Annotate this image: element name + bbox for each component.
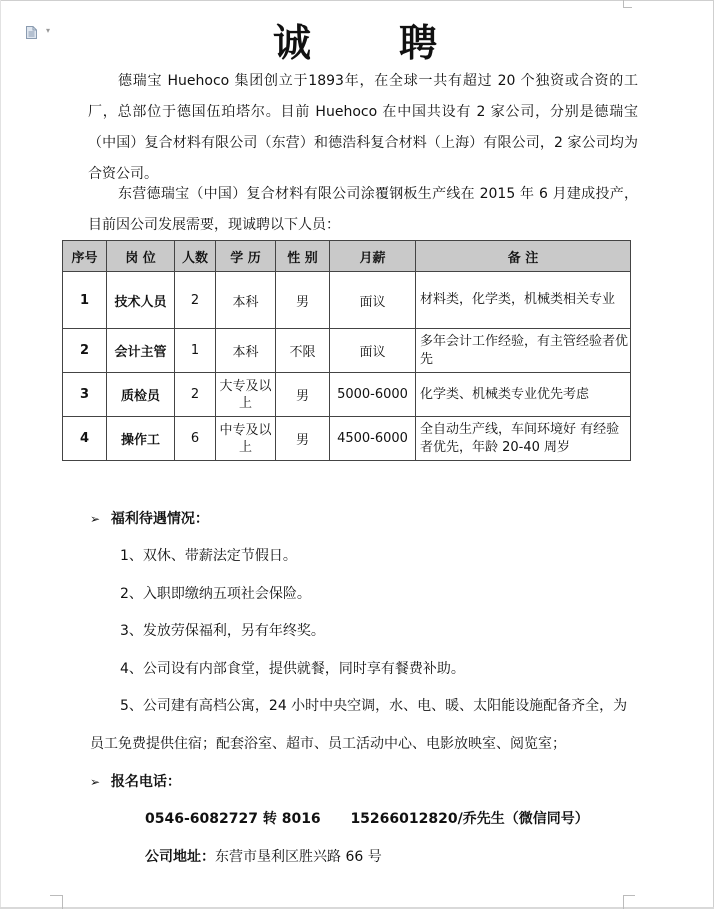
cell-gender: 男 bbox=[276, 417, 330, 461]
contact-phone-line bbox=[145, 808, 589, 828]
address-value: 东营市垦利区胜兴路 66 号 bbox=[215, 849, 382, 865]
cell-gender: 男 bbox=[276, 373, 330, 417]
cell-count: 2 bbox=[175, 272, 216, 329]
cell-gender: 不限 bbox=[276, 329, 330, 373]
address-label: 公司地址： bbox=[145, 849, 215, 865]
table-row bbox=[63, 329, 631, 373]
cell-salary: 面议 bbox=[330, 272, 416, 329]
table-row bbox=[63, 272, 631, 329]
corner-mark bbox=[62, 895, 63, 909]
corner-mark bbox=[623, 0, 624, 7]
cell-position: 会计主管 bbox=[107, 329, 175, 373]
benefits-heading-text: 福利待遇情况： bbox=[110, 511, 209, 527]
intro-paragraph: 德瑞宝 Huehoco 集团创立于1893年，在全球一共有超过 20 个独资或合资的工厂，总部位于德国伍珀塔尔。目前 Huehoco 在中国共设有 2 家公司，分别是德瑞宝（中国）复合材料有限公司（东营）和德浩科复合材料（上海）有限公司，2 家公司均为合资公司。 bbox=[88, 73, 638, 182]
cell-count: 1 bbox=[175, 329, 216, 373]
page-title bbox=[0, 12, 714, 67]
table-row bbox=[63, 373, 631, 417]
cell-position: 操作工 bbox=[107, 417, 175, 461]
title-char: 诚 bbox=[272, 20, 315, 65]
benefit-item: 3、发放劳保福利，另有年终奖。 bbox=[120, 623, 325, 639]
header-cell: 人数 bbox=[175, 241, 216, 272]
cell-salary: 5000-6000 bbox=[330, 373, 416, 417]
header-cell: 月薪 bbox=[330, 241, 416, 272]
cell-education: 本科 bbox=[216, 272, 276, 329]
cell-no: 4 bbox=[63, 417, 107, 461]
cell-gender: 男 bbox=[276, 272, 330, 329]
cell-salary: 面议 bbox=[330, 329, 416, 373]
intro-paragraph-2: 东营德瑞宝（中国）复合材料有限公司涂覆钢板生产线在 2015 年 6 月建成投产，目前因公司发展需要，现诚聘以下人员： bbox=[88, 186, 638, 233]
cell-education: 中专及以上 bbox=[216, 417, 276, 461]
header-cell: 学 历 bbox=[216, 241, 276, 272]
cell-position: 技术人员 bbox=[107, 272, 175, 329]
cell-note: 材料类，化学类，机械类相关专业 bbox=[416, 272, 631, 329]
table-row bbox=[63, 417, 631, 461]
contact-address-line bbox=[145, 846, 382, 866]
benefit-item: 1、双休、带薪法定节假日。 bbox=[120, 548, 297, 564]
corner-mark bbox=[623, 895, 624, 909]
contact-heading-text: 报名电话： bbox=[110, 774, 181, 790]
page-border-top bbox=[0, 0, 714, 1]
header-cell: 性 别 bbox=[276, 241, 330, 272]
table-header-row bbox=[63, 241, 631, 272]
benefit-item: 5、公司建有高档公寓，24 小时中央空调，水、电、暖、太阳能设施配备齐全，为 bbox=[120, 698, 628, 714]
benefit-item: 2、入职即缴纳五项社会保险。 bbox=[120, 586, 311, 602]
cell-salary: 4500-6000 bbox=[330, 417, 416, 461]
benefits-heading bbox=[90, 508, 209, 528]
corner-mark bbox=[623, 895, 635, 896]
contact-heading bbox=[90, 771, 181, 791]
cell-count: 6 bbox=[175, 417, 216, 461]
header-cell: 岗 位 bbox=[107, 241, 175, 272]
cell-no: 1 bbox=[63, 272, 107, 329]
page-border-left bbox=[0, 0, 1, 909]
arrow-bullet-icon: ➢ bbox=[90, 775, 101, 789]
cell-no: 3 bbox=[63, 373, 107, 417]
title-char: 聘 bbox=[399, 20, 442, 65]
cell-no: 2 bbox=[63, 329, 107, 373]
cell-note: 化学类、机械类专业优先考虑 bbox=[416, 373, 631, 417]
recruitment-table bbox=[62, 240, 631, 461]
cell-note: 多年会计工作经验，有主管经验者优先 bbox=[416, 329, 631, 373]
cell-count: 2 bbox=[175, 373, 216, 417]
cell-note: 全自动生产线，车间环境好 有经验者优先，年龄 20-40 周岁 bbox=[416, 417, 631, 461]
cell-education: 本科 bbox=[216, 329, 276, 373]
header-cell: 备 注 bbox=[416, 241, 631, 272]
corner-mark bbox=[50, 895, 62, 896]
benefit-item-continued: 员工免费提供住宿；配套浴室、超市、员工活动中心、电影放映室、阅览室； bbox=[90, 736, 566, 752]
contact-mobile: 15266012820/乔先生（微信同号） bbox=[350, 811, 589, 827]
contact-phone: 0546-6082727 转 8016 bbox=[145, 811, 321, 827]
arrow-bullet-icon: ➢ bbox=[90, 512, 101, 526]
chevron-down-icon[interactable]: ▾ bbox=[46, 26, 51, 35]
benefit-item: 4、公司设有内部食堂，提供就餐，同时享有餐费补助。 bbox=[120, 661, 465, 677]
cell-position: 质检员 bbox=[107, 373, 175, 417]
header-cell: 序号 bbox=[63, 241, 107, 272]
corner-mark bbox=[623, 7, 632, 8]
cell-education: 大专及以上 bbox=[216, 373, 276, 417]
